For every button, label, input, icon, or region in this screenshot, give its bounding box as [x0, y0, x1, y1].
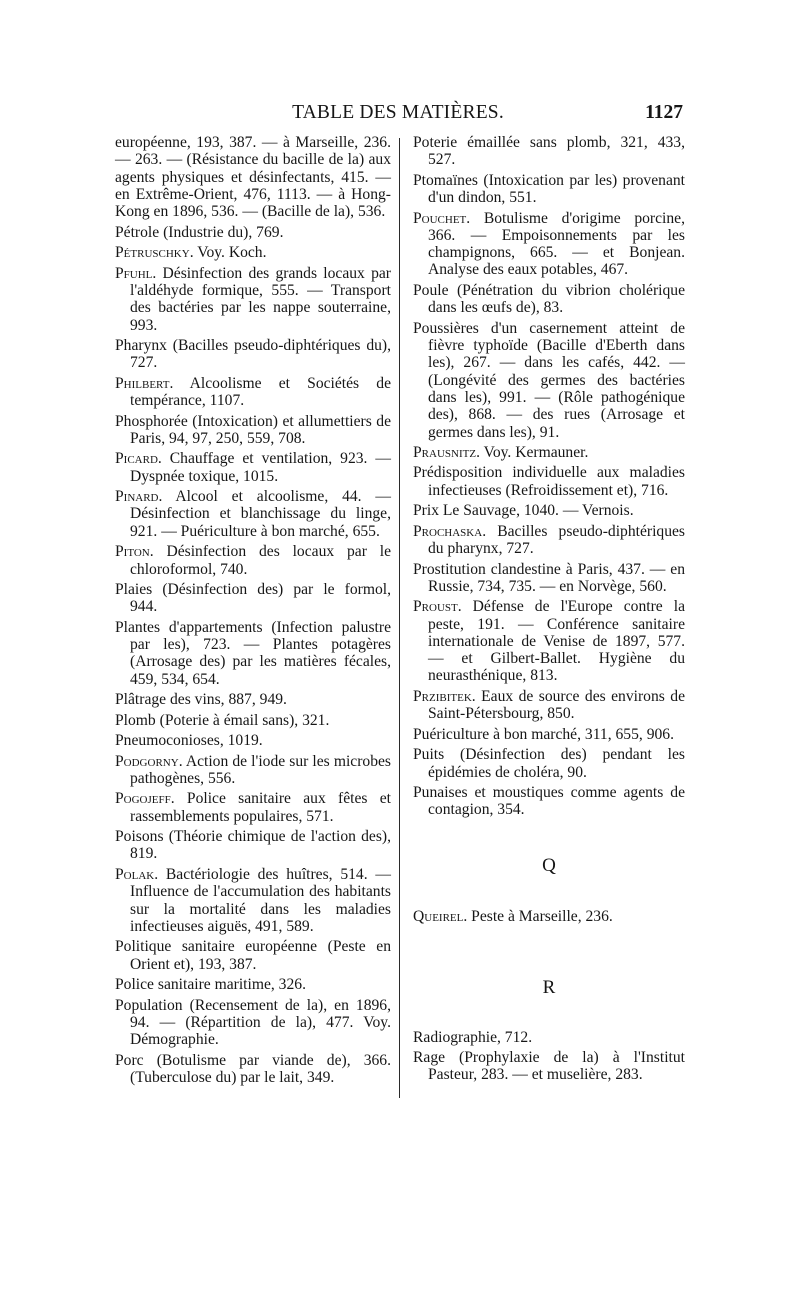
- entry-text: . Bactériologie des huîtres, 514. — Influence de l'accumulation des habitants sur la mortalité dans les maladies infectieuses aiguës, 491, 589.: [130, 865, 391, 935]
- index-entry: [115, 712, 391, 729]
- index-entry: [115, 828, 391, 863]
- author-name: Pogojeff: [115, 790, 171, 808]
- index-entry: [115, 997, 391, 1049]
- author-name: Queirel: [413, 907, 464, 925]
- entry-text: Ptomaïnes (Intoxication par les) provenant d'un dindon, 551.: [413, 171, 685, 207]
- entry-text: . Bacilles pseudo-diphtériques du pharynx, 727.: [428, 522, 685, 558]
- index-entry: [115, 224, 391, 241]
- author-name: Pfuhl: [115, 264, 153, 282]
- index-entry: [413, 1029, 685, 1046]
- entry-text: Police sanitaire maritime, 326.: [115, 976, 306, 994]
- index-entry: [413, 561, 685, 596]
- entry-text: Porc (Botulisme par viande de), 366. (Tuberculose du) par le lait, 349.: [115, 1051, 391, 1086]
- page-number: 1127: [645, 102, 683, 123]
- index-entry: [115, 1052, 391, 1087]
- entry-text: Punaises et moustiques comme agents de contagion, 354.: [413, 784, 685, 819]
- entry-text: . Désinfection des locaux par le chloroformol, 740.: [130, 543, 391, 578]
- author-name: Przibitek: [413, 687, 472, 705]
- index-entry: [413, 746, 685, 781]
- index-entry: [115, 450, 391, 485]
- index-entry: [115, 976, 391, 993]
- entry-text: Plomb (Poterie à émail sans), 321.: [115, 711, 330, 729]
- section-letter-r: R: [542, 977, 556, 999]
- entry-text: Phosphorée (Intoxication) et allumettiers de Paris, 94, 97, 250, 559, 708.: [115, 412, 391, 447]
- index-entry: [413, 726, 685, 743]
- index-entry: [115, 337, 391, 372]
- entry-text: Prostitution clandestine à Paris, 437. — en Russie, 734, 735. — en Norvège, 560.: [413, 560, 685, 595]
- entry-text: Pétrole (Industrie du), 769.: [115, 223, 284, 241]
- index-entry: [413, 908, 685, 925]
- index-entry: [413, 282, 685, 317]
- running-title: TABLE DES MATIÈRES.: [292, 102, 504, 123]
- author-name: Pinard: [115, 488, 159, 506]
- author-name: Proust: [413, 598, 458, 616]
- entry-text: Poterie émaillée sans plomb, 321, 433, 527.: [413, 134, 685, 169]
- author-name: Polak: [115, 865, 155, 883]
- entry-text: . Alcool et alcoolisme, 44. — Désinfection et blanchissage du linge, 921. — Puériculture à bon marché, 655.: [130, 488, 391, 540]
- index-entry: [115, 866, 391, 935]
- entry-text: Pneumoconioses, 1019.: [115, 732, 263, 750]
- author-name: Picard: [115, 450, 158, 468]
- page-header: [113, 100, 683, 130]
- index-entry: [413, 1049, 685, 1084]
- entry-text: Puits (Désinfection des) pendant les épidémies de choléra, 90.: [413, 746, 685, 781]
- author-name: Pouchet: [413, 209, 467, 227]
- index-entry: [115, 413, 391, 448]
- author-name: Philbert: [115, 374, 170, 392]
- entry-text: Plantes d'appartements (Infection palustre par les), 723. — Plantes potagères (Arrosage des) par les matières fécales, 459, 534, 654.: [115, 618, 391, 688]
- entry-text: . Désinfection des grands locaux par l'aldéhyde formique, 555. — Transport des bactéries par les nappe souterraine, 993.: [130, 264, 391, 334]
- index-entry: [413, 134, 685, 169]
- entry-text: Plâtrage des vins, 887, 949.: [115, 691, 287, 709]
- index-column-left: [115, 134, 391, 1089]
- author-name: Pétruschky: [115, 244, 190, 262]
- entry-text: . Voy. Kermauner.: [476, 443, 589, 461]
- index-entry: [115, 732, 391, 749]
- entry-text: Poisons (Théorie chimique de l'action des), 819.: [115, 828, 391, 863]
- entry-text: . Voy. Koch.: [189, 244, 267, 262]
- entry-text: européenne, 193, 387. — à Marseille, 236. — 263. — (Résistance du bacille de la) aux agents physiques et désinfectants, 415. — en Extrême-Orient, 476, 1113. — à Hong-Kong en 1896, 536. — (Bacille de la), 536.: [115, 134, 391, 221]
- index-entry: [413, 523, 685, 558]
- entry-text: Prédisposition individuelle aux maladies infectieuses (Refroidissement et), 716.: [413, 464, 685, 499]
- entry-text: . Botulisme d'origime porcine, 366. — Empoisonnements par les champignons, 665. — et Bonjean. Analyse des eaux potables, 467.: [428, 209, 685, 279]
- index-entry: [413, 688, 685, 723]
- entry-text: Plaies (Désinfection des) par le formol, 944.: [115, 581, 391, 616]
- entry-text: Puériculture à bon marché, 311, 655, 906.: [413, 725, 674, 743]
- index-entry: [115, 938, 391, 973]
- entry-text: Rage (Prophylaxie de la) à l'Institut Pasteur, 283. — et muselière, 283.: [413, 1048, 685, 1084]
- index-entry: [115, 619, 391, 688]
- entry-text: Prix Le Sauvage, 1040. — Vernois.: [413, 502, 634, 520]
- author-name: Prochaska: [413, 522, 483, 540]
- index-entry: [115, 244, 391, 261]
- author-name: Piton: [115, 543, 150, 561]
- entry-text: Radiographie, 712.: [413, 1028, 533, 1046]
- entry-text: Population (Recensement de la), en 1896, 94. — (Répartition de la), 477. Voy. Démographie.: [115, 996, 391, 1049]
- entry-text: Poule (Pénétration du vibrion cholérique dans les œufs de), 83.: [413, 281, 685, 317]
- index-entry: [413, 210, 685, 279]
- entry-text: Politique sanitaire européenne (Peste en Orient et), 193, 387.: [115, 938, 391, 973]
- index-entry: [413, 172, 685, 207]
- index-entry: [413, 502, 685, 519]
- entry-text: . Défense de l'Europe contre la peste, 191. — Conférence sanitaire internationale de Venise de 1897, 577. — et Gilbert-Ballet. Hygiène du neurasthénique, 813.: [428, 598, 685, 685]
- entry-text: . Action de l'iode sur les microbes pathogènes, 556.: [130, 752, 391, 787]
- index-entry: [413, 784, 685, 819]
- index-entry: [115, 375, 391, 410]
- entry-text: . Eaux de source des environs de Saint-Pétersbourg, 850.: [428, 687, 685, 723]
- index-entry: [413, 444, 685, 461]
- section-letter-q: Q: [542, 854, 556, 876]
- column-divider: [399, 138, 400, 1098]
- entry-text: . Police sanitaire aux fêtes et rassemblements populaires, 571.: [130, 790, 391, 825]
- entry-text: . Peste à Marseille, 236.: [463, 907, 613, 925]
- author-name: Prausnitz: [413, 443, 477, 461]
- entry-text: Poussières d'un casernement atteint de fièvre typhoïde (Bacille d'Eberth dans les), 267. — dans les cafés, 442. — (Longévité des germes des bactéries dans les), 991. — (Rôle pathogénique des), 868. — des rues (Arrosage et germes dans les), 91.: [413, 319, 685, 441]
- index-column-right: [413, 134, 685, 1087]
- index-entry: [115, 488, 391, 540]
- index-entry: [115, 265, 391, 334]
- index-entry: [413, 464, 685, 499]
- index-entry: [115, 691, 391, 708]
- author-name: Podgorny: [115, 752, 179, 770]
- index-entry: [115, 134, 391, 220]
- index-entry: [115, 790, 391, 825]
- entry-text: Pharynx (Bacilles pseudo-diphtériques du), 727.: [115, 337, 391, 372]
- index-entry: [413, 598, 685, 684]
- index-entry: [413, 320, 685, 441]
- index-entry: [115, 543, 391, 578]
- entry-text: . Alcoolisme et Sociétés de tempérance, 1107.: [130, 374, 391, 410]
- index-entry: [115, 581, 391, 616]
- index-entry: [115, 753, 391, 788]
- entry-text: . Chauffage et ventilation, 923. — Dyspnée toxique, 1015.: [130, 450, 391, 485]
